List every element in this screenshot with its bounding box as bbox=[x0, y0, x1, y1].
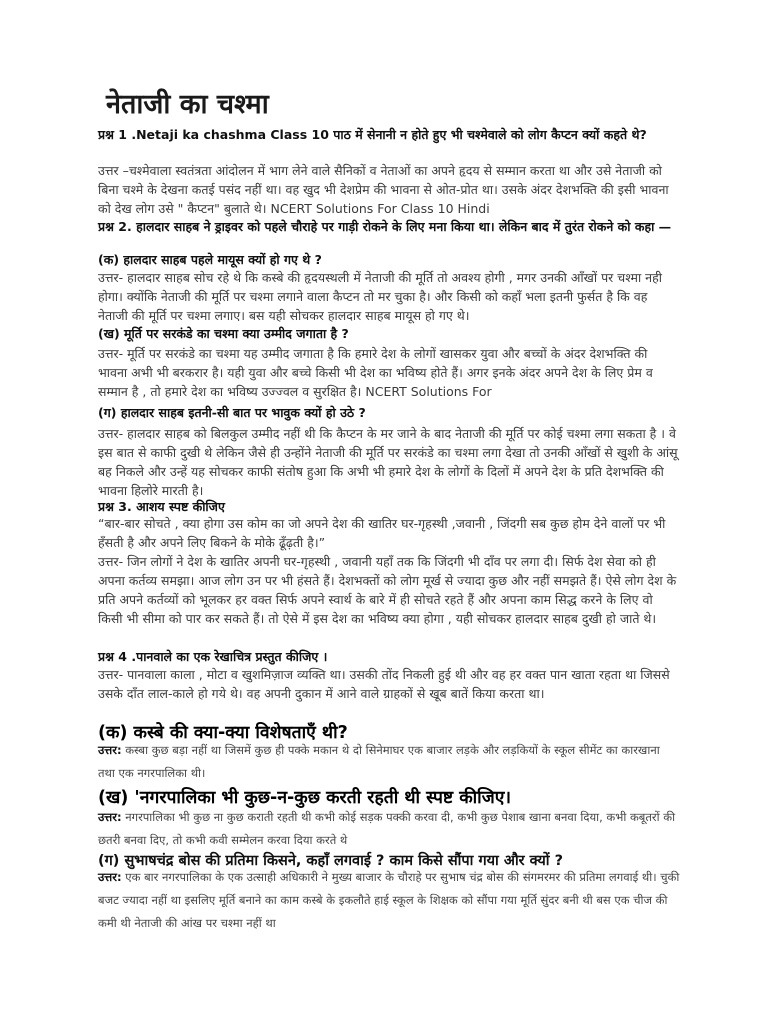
q1-answer: उत्तर –चश्मेवाला स्वतंत्रता आंदोलन में भाग लेने वाले सैनिकों व नेताओं का अपने हृदय से सम्मान करता था और उसे नेताजी को बिना चश्मे के देखना कतई पसंद नहीं था। वह खुद भी देशप्रेम की भावना से ओत-प्रोत था। उसके अंदर देशभक्ति की इसी भावना को देख लोग उसे " कैप्टन" बुलाते थे। NCERT Solutions For Class 10 Hindi bbox=[98, 163, 669, 216]
q2-a-question: (क) हालदार साहब पहले मायूस क्यों हो गए थे ? bbox=[98, 252, 322, 267]
q3-answer: उत्तर- जिन लोगों ने देश के खातिर अपनी घर-गृहस्थी , जवानी यहाँ तक कि जिंदगी भी दाँव पर लगा दी। सिर्फ देश सेवा को ही अपना कर्तव्य समझा। आज लोग उन पर भी हंसते हैं। देशभक्तों को लोग मूर्ख से ज्यादा कुछ और नहीं समझते हैं। ऐसे लोग देश के प्रति अपने कर्तव्यों को भूलकर हर वक्त सिर्फ अपने स्वार्थ के बारे में ही सोचते रहते हैं और अपना काम सिद्ध करने के लिए वो किसी भी सीमा को पार कर सकते हैं। तो ऐसे में इस देश का भविष्य क्या होगा , यही सोचकर हालदार साहब दुखी हो जाते थे। bbox=[98, 554, 677, 626]
q3-quote: “बार-बार सोचते , क्या होगा उस कोम का जो अपने देश की खातिर घर-गृहस्थी ,जवानी , जिंदगी सब कुछ होम देने वालों पर भी हँसती है और अपने लिए बिकने के मोके ढूँढ़ती है।” bbox=[98, 516, 666, 550]
kh-answer-text: नगरपालिका भी कुछ ना कुछ कराती रहती थी कभी कोई सड़क पक्की करवा दी, कभी कुछ पेशाब खाना बनवा दिया, कभी कबूतरों की छतरी बनवा दिए, तो कभी कवी सम्मेलन करवा दिया करते थे bbox=[98, 810, 676, 847]
g-answer bbox=[98, 866, 680, 935]
q1-question: प्रश्न 1 .Netaji ka chashma Class 10 पाठ में सेनानी न होते हुए भी चश्मेवाले को लोग कैप्टन क्यों कहते थे? bbox=[98, 127, 647, 142]
g-answer-label: उत्तर: bbox=[98, 870, 122, 884]
q4-answer: उत्तर- पानवाला काला , मोटा व खुशमिज़ाज व्यक्ति था। उसकी तोंद निकली हुई थी और वह हर वक्त पान खाता रहता था जिससे उसके दाँत लाल-काले हो गये थे। वह अपनी दुकान में आने वाले ग्राहकों से खूब बातें किया करता था। bbox=[98, 667, 670, 701]
q2-b-question: (ख) मूर्ति पर सरकंडे का चश्मा क्या उम्मीद जगाता है ? bbox=[98, 326, 349, 341]
q2-c-answer: उत्तर- हालदार साहब को बिलकुल उम्मीद नहीं थी कि कैप्टन के मर जाने के बाद नेताजी की मूर्ति पर कोई चश्मा लगा सकता है । वे इस बात से काफी दुखी थे लेकिन जैसे ही उन्होंने नेताजी की मूर्ति पर सरकंडे का चश्मा लगा देखा तो उनकी आँखों से खुशी के आंसू बह निकले और उन्हें यह सोचकर काफी संतोष हुआ कि अभी भी हमारे देश के लोगों के दिलों में अपने देश के प्रति देशभक्ति की भावना हिलोरे मारती है। bbox=[98, 426, 678, 498]
k-answer-text: कस्बा कुछ बड़ा नहीं था जिसमें कुछ ही पक्के मकान थे दो सिनेमाघर एक बाजार लड़के और लड़कियों के स्कूल सीमेंट का कारखाना तथा एक नगरपालिका थी। bbox=[98, 743, 660, 780]
k-answer-label: उत्तर: bbox=[98, 743, 122, 757]
kh-answer bbox=[98, 806, 680, 852]
q4-question: प्रश्न 4 .पानवाले का एक रेखाचित्र प्रस्तुत कीजिए । bbox=[98, 649, 328, 664]
q2-b-answer: उत्तर- मूर्ति पर सरकंडे का चश्मा यह उम्मीद जगाता है कि हमारे देश के लोगों खासकर युवा और बच्चों के अंदर देशभक्ति की भावना अभी भी बरकरार है। यही युवा और बच्चे किसी भी देश का भविष्य होते हैं। अगर इनके अंदर अपने देश के लिए प्रेम व सम्मान है , तो हमारे देश का भविष्य उज्ज्वल व सुरक्षित है। NCERT Solutions For bbox=[98, 346, 653, 399]
k-question: (क) कस्बे की क्या-क्या विशेषताएँ थी? bbox=[98, 723, 348, 743]
q3-question: प्रश्न 3. आशय स्पष्ट कीजिए bbox=[98, 499, 225, 514]
q2-question: प्रश्न 2. हालदार साहब ने ड्राइवर को पहले चौराहे पर गाड़ी रोकने के लिए मना किया था। लेकिन बाद में तुरंत रोकने को कहा — bbox=[98, 219, 672, 234]
q2-a-answer: उत्तर- हालदार साहब सोच रहे थे कि कस्बे की हृदयस्थली में नेताजी की मूर्ति तो अवश्य होगी , मगर उनकी आँखों पर चश्मा नही होगा। क्योंकि नेताजी की मूर्ति पर चश्मा लगाने वाला कैप्टन तो मर चुका है। और किसी को कहाँ भला इतनी फुर्सत है कि वह नेताजी की मूर्ति पर चश्मा लगाए। बस यही सोचकर हालदार साहब मायूस हो गए थे। bbox=[98, 270, 662, 323]
page-title: नेताजी का चश्मा bbox=[106, 89, 269, 120]
kh-question: (ख) 'नगरपालिका भी कुछ-न-कुछ करती रहती थी स्पष्ट कीजिए। bbox=[98, 788, 512, 808]
q2-c-question: (ग) हालदार साहब इतनी-सी बात पर भावुक क्यों हो उठे ? bbox=[98, 405, 366, 420]
k-answer bbox=[98, 739, 680, 785]
kh-answer-label: उत्तर: bbox=[98, 810, 122, 824]
g-answer-text: एक बार नगरपालिका के एक उत्साही अधिकारी ने मुख्य बाजार के चौराहे पर सुभाष चंद्र बोस की संगमरमर की प्रतिमा लगवाई थी। चुकी बजट ज्यादा नहीं था इसलिए मूर्ति बनाने का काम कस्बे के इकलौते हाई स्कूल के शिक्षक को सौंपा गया मूर्ति सुंदर बनी थी बस एक चीज की कमी थी नेताजी की आंख पर चश्मा नहीं था bbox=[98, 870, 680, 930]
g-question: (ग) सुभाषचंद्र बोस की प्रतिमा किसने, कहाँ लगवाई ? काम किसे सौंपा गया और क्यों ? bbox=[98, 853, 564, 869]
